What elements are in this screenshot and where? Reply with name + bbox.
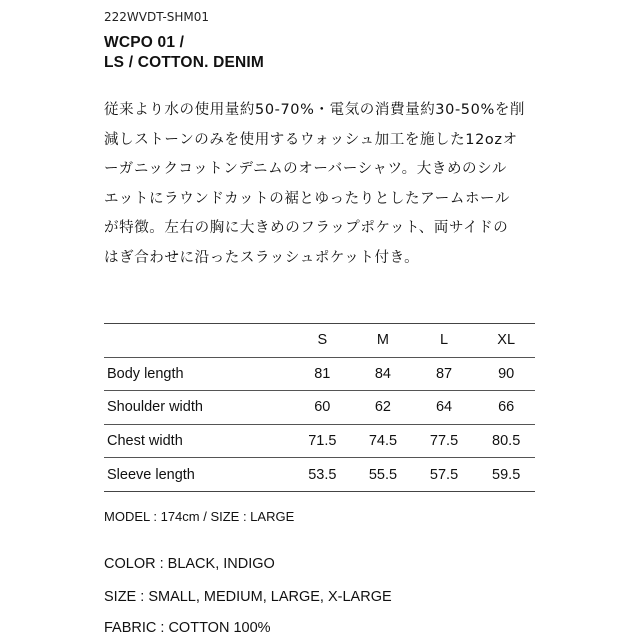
spec-color: COLOR : BLACK, INDIGO — [104, 556, 275, 572]
table-cell: 53.5 — [290, 458, 356, 492]
size-header-s: S — [290, 324, 356, 358]
table-cell: 66 — [477, 391, 535, 425]
table-cell: 74.5 — [355, 424, 411, 458]
table-row — [104, 357, 535, 391]
row-label-chest-width: Chest width — [104, 424, 290, 458]
size-table-header-row — [104, 324, 535, 358]
table-cell: 77.5 — [411, 424, 478, 458]
product-title-line-1: WCPO 01 / — [104, 34, 185, 51]
description-line: エットにラウンドカットの裾とゆったりとしたアームホール — [104, 190, 510, 207]
table-cell: 81 — [290, 357, 356, 391]
product-description — [104, 96, 534, 273]
size-header-l: L — [411, 324, 478, 358]
product-title-line-2: LS / COTTON. DENIM — [104, 54, 265, 71]
model-info: MODEL : 174cm / SIZE : LARGE — [104, 509, 295, 524]
spec-size: SIZE : SMALL, MEDIUM, LARGE, X-LARGE — [104, 589, 392, 605]
table-cell: 57.5 — [411, 458, 478, 492]
product-code: 222WVDT-SHM01 — [104, 10, 210, 24]
size-header-xl: XL — [477, 324, 535, 358]
table-row — [104, 424, 535, 458]
size-table-header-blank — [104, 324, 290, 358]
table-cell: 55.5 — [355, 458, 411, 492]
description-line: ーガニックコットンデニムのオーバーシャツ。大きめのシル — [104, 161, 507, 177]
row-label-sleeve-length: Sleeve length — [104, 458, 290, 492]
size-header-m: M — [355, 324, 411, 358]
product-title — [104, 33, 264, 73]
table-cell: 87 — [411, 357, 478, 391]
row-label-body-length: Body length — [104, 357, 290, 391]
table-cell: 62 — [355, 391, 411, 425]
description-line: 従来より水の使用量約50-70%・電気の消費量約30-50%を削 — [104, 102, 526, 118]
row-label-shoulder-width: Shoulder width — [104, 391, 290, 425]
description-line: はぎ合わせに沿ったスラッシュポケット付き。 — [104, 249, 420, 266]
table-row — [104, 458, 535, 492]
spec-fabric: FABRIC : COTTON 100% — [104, 620, 271, 636]
description-line: 減しストーンのみを使用するウォッシュ加工を施した12ozオ — [104, 131, 518, 148]
table-cell: 80.5 — [477, 424, 535, 458]
table-cell: 90 — [477, 357, 535, 391]
table-cell: 59.5 — [477, 458, 535, 492]
table-cell: 84 — [355, 357, 411, 391]
table-cell: 71.5 — [290, 424, 356, 458]
table-row — [104, 391, 535, 425]
description-line: が特徴。左右の胸に大きめのフラップポケット、両サイドの — [104, 220, 509, 236]
table-cell: 60 — [290, 391, 356, 425]
table-cell: 64 — [411, 391, 478, 425]
size-table — [104, 323, 535, 492]
